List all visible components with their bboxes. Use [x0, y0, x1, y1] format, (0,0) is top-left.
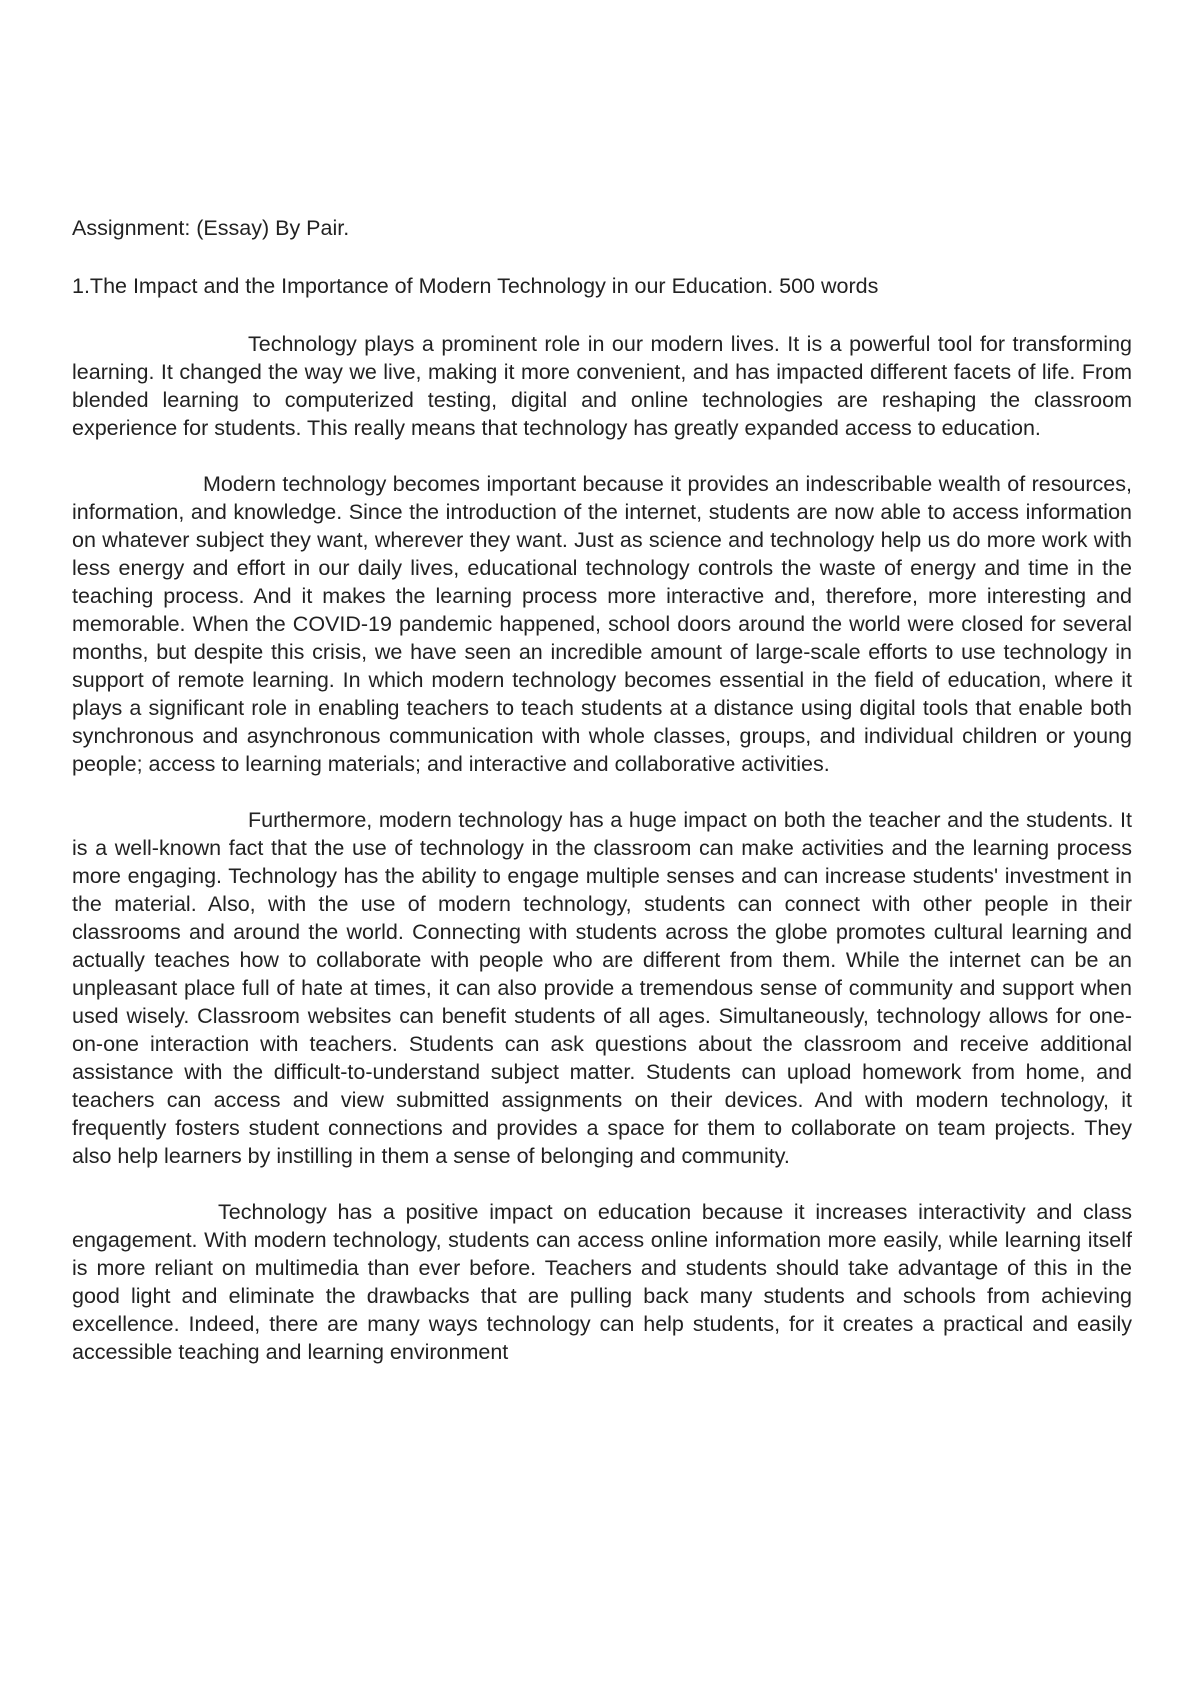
assignment-line: Assignment: (Essay) By Pair.	[72, 216, 350, 240]
topic-line: 1.The Impact and the Importance of Modern Technology in our Education. 500 words	[72, 274, 879, 298]
essay-paragraph-4: Technology has a positive impact on education because it increases interactivity and class engagement. With modern technology, students can access online information more easily, while learning itself is more reliant on multimedia than ever before. Teachers and students should take advantage of this in the good light and eliminate the drawbacks that are pulling back many students and schools from achieving excellence. Indeed, there are many ways technology can help students, for it creates a practical and easily accessible teaching and learning environment	[72, 1200, 1132, 1364]
document-body	[72, 214, 1132, 1394]
essay-paragraph-2: Modern technology becomes important because it provides an indescribable wealth of resources, information, and knowledge. Since the introduction of the internet, students are now able to access information on whatever subject they want, wherever they want. Just as science and technology help us do more work with less energy and effort in our daily lives, educational technology controls the waste of energy and time in the teaching process. And it makes the learning process more interactive and, therefore, more interesting and memorable. When the COVID-19 pandemic happened, school doors around the world were closed for several months, but despite this crisis, we have seen an incredible amount of large-scale efforts to use technology in support of remote learning. In which modern technology becomes essential in the field of education, where it plays a significant role in enabling teachers to teach students at a distance using digital tools that enable both synchronous and asynchronous communication with whole classes, groups, and individual children or young people; access to learning materials; and interactive and collaborative activities.	[72, 472, 1132, 776]
essay-paragraph-1: Technology plays a prominent role in our modern lives. It is a powerful tool for transforming learning. It changed the way we live, making it more convenient, and has impacted different facets of life. From blended learning to computerized testing, digital and online technologies are reshaping the classroom experience for students. This really means that technology has greatly expanded access to education.	[72, 332, 1132, 440]
essay-paragraph-3: Furthermore, modern technology has a huge impact on both the teacher and the students. It is a well-known fact that the use of technology in the classroom can make activities and the learning process more engaging. Technology has the ability to engage multiple senses and can increase students' investment in the material. Also, with the use of modern technology, students can connect with other people in their classrooms and around the world. Connecting with students across the globe promotes cultural learning and actually teaches how to collaborate with people who are different from them. While the internet can be an unpleasant place full of hate at times, it can also provide a tremendous sense of community and support when used wisely. Classroom websites can benefit students of all ages. Simultaneously, technology allows for one-on-one interaction with teachers. Students can ask questions about the classroom and receive additional assistance with the difficult-to-understand subject matter. Students can upload homework from home, and teachers can access and view submitted assignments on their devices. And with modern technology, it frequently fosters student connections and provides a space for them to collaborate on team projects. They also help learners by instilling in them a sense of belonging and community.	[72, 808, 1132, 1168]
